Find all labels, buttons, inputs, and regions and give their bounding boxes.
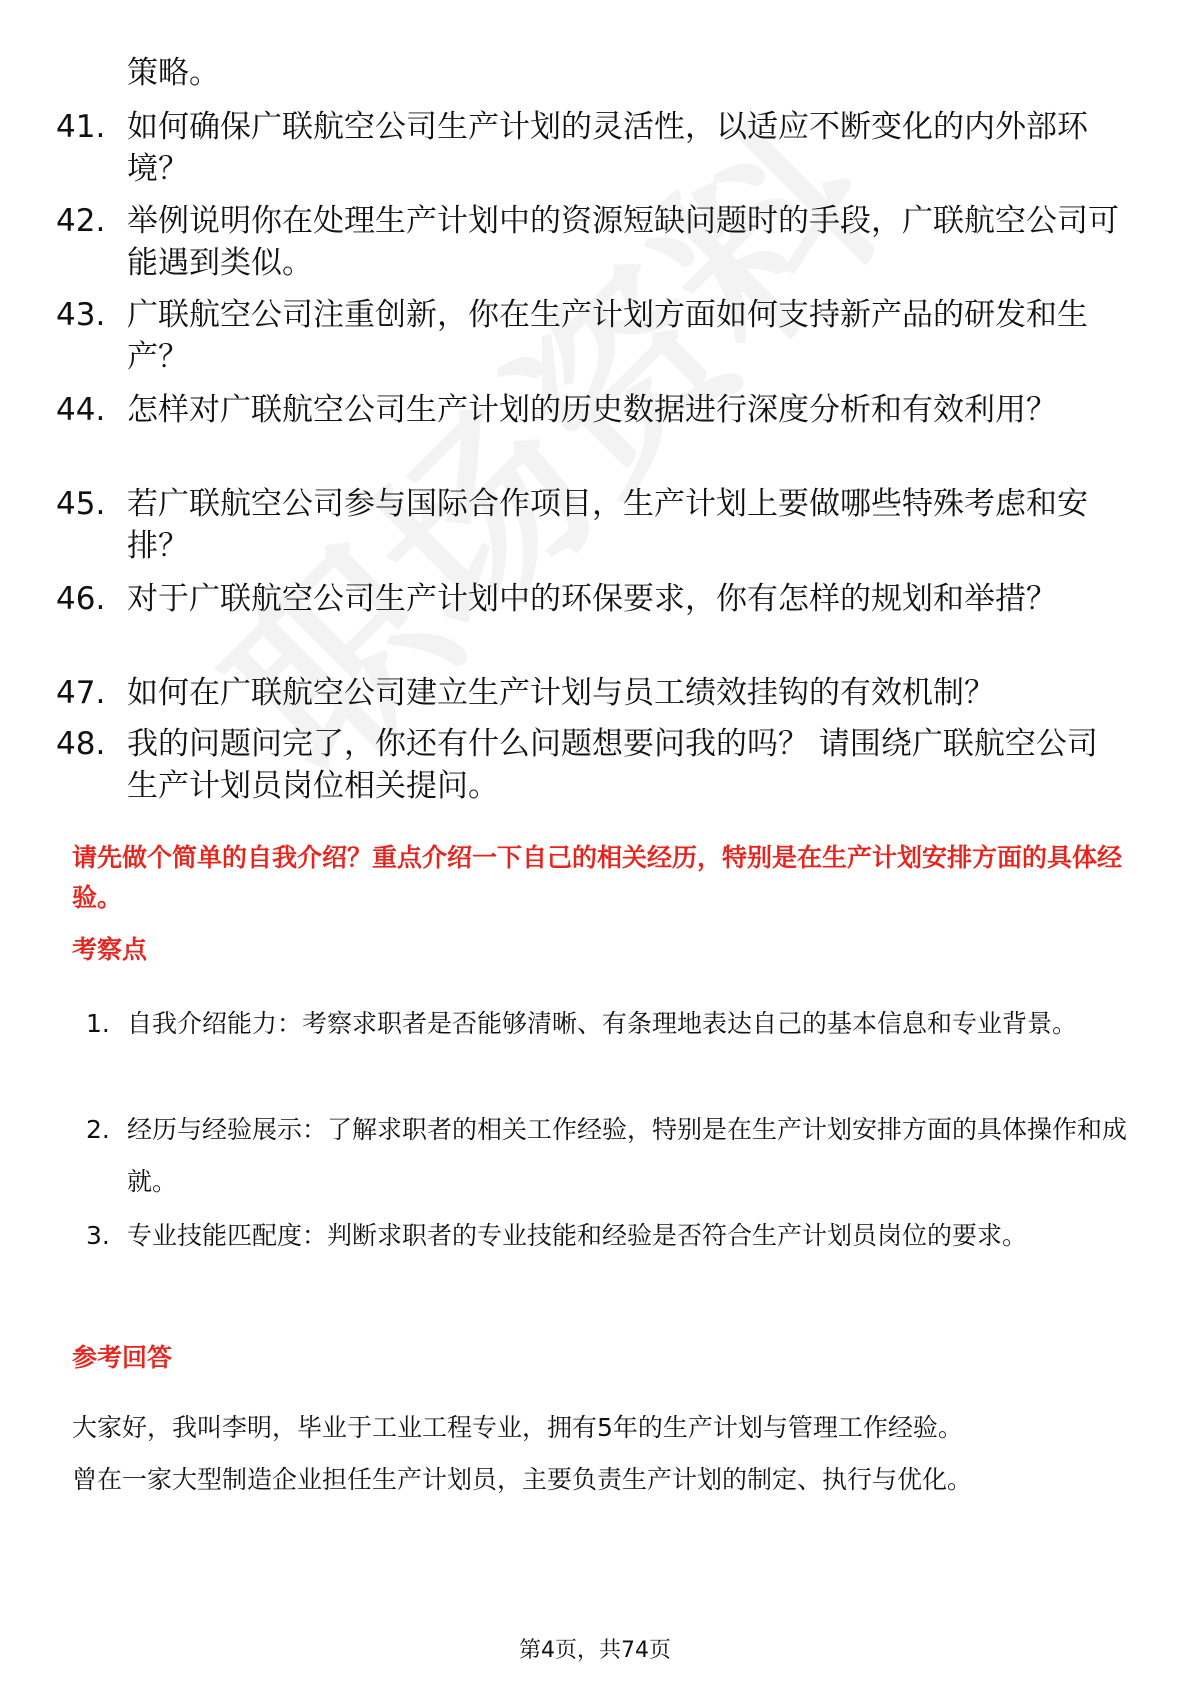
- question-text: 我的问题问完了，你还有什么问题想要问我的吗？ 请围绕广联航空公司生产计划员岗位相关提问。: [127, 726, 1098, 804]
- question-number: 44.: [56, 392, 106, 428]
- question-number: 48.: [56, 726, 106, 762]
- question-number: 41.: [56, 109, 106, 145]
- question-text: 举例说明你在处理生产计划中的资源短缺问题时的手段，广联航空公司可能遇到类似。: [127, 203, 1119, 281]
- answer-line: 大家好，我叫李明，毕业于工业工程专业，拥有5年的生产计划与管理工作经验。: [72, 1413, 963, 1442]
- point-number: 2.: [86, 1115, 110, 1144]
- answer-line: 曾在一家大型制造企业担任生产计划员，主要负责生产计划的制定、执行与优化。: [72, 1465, 973, 1494]
- question-text: 如何确保广联航空公司生产计划的灵活性，以适应不断变化的内外部环境？: [127, 109, 1088, 187]
- point-text: 自我介绍能力：考察求职者是否能够清晰、有条理地表达自己的基本信息和专业背景。: [127, 1009, 1078, 1038]
- question-text: 广联航空公司注重创新，你在生产计划方面如何支持新产品的研发和生产？: [127, 297, 1088, 375]
- point-number: 1.: [86, 1009, 110, 1038]
- continued-line: 策略。: [127, 55, 220, 91]
- question-number: 43.: [56, 297, 106, 333]
- question-number: 47.: [56, 675, 106, 711]
- point-text: 经历与经验展示：了解求职者的相关工作经验，特别是在生产计划安排方面的具体操作和成就。: [127, 1115, 1128, 1196]
- inspection-heading: 考察点: [72, 935, 148, 964]
- point-text: 专业技能匹配度：判断求职者的专业技能和经验是否符合生产计划员岗位的要求。: [127, 1221, 1028, 1250]
- question-number: 45.: [56, 486, 106, 522]
- page-footer: 第4页，共74页: [519, 1638, 671, 1663]
- question-number: 42.: [56, 203, 106, 239]
- question-text: 如何在广联航空公司建立生产计划与员工绩效挂钩的有效机制？: [127, 675, 995, 711]
- highlight-question: 请先做个简单的自我介绍？重点介绍一下自己的相关经历，特别是在生产计划安排方面的具体经验。: [72, 843, 1123, 912]
- answer-heading: 参考回答: [72, 1343, 173, 1372]
- question-number: 46.: [56, 581, 106, 617]
- question-text: 若广联航空公司参与国际合作项目，生产计划上要做哪些特殊考虑和安排？: [127, 486, 1088, 564]
- question-text: 怎样对广联航空公司生产计划的历史数据进行深度分析和有效利用？: [127, 392, 1057, 428]
- point-number: 3.: [86, 1221, 110, 1250]
- question-text: 对于广联航空公司生产计划中的环保要求，你有怎样的规划和举措？: [127, 581, 1057, 617]
